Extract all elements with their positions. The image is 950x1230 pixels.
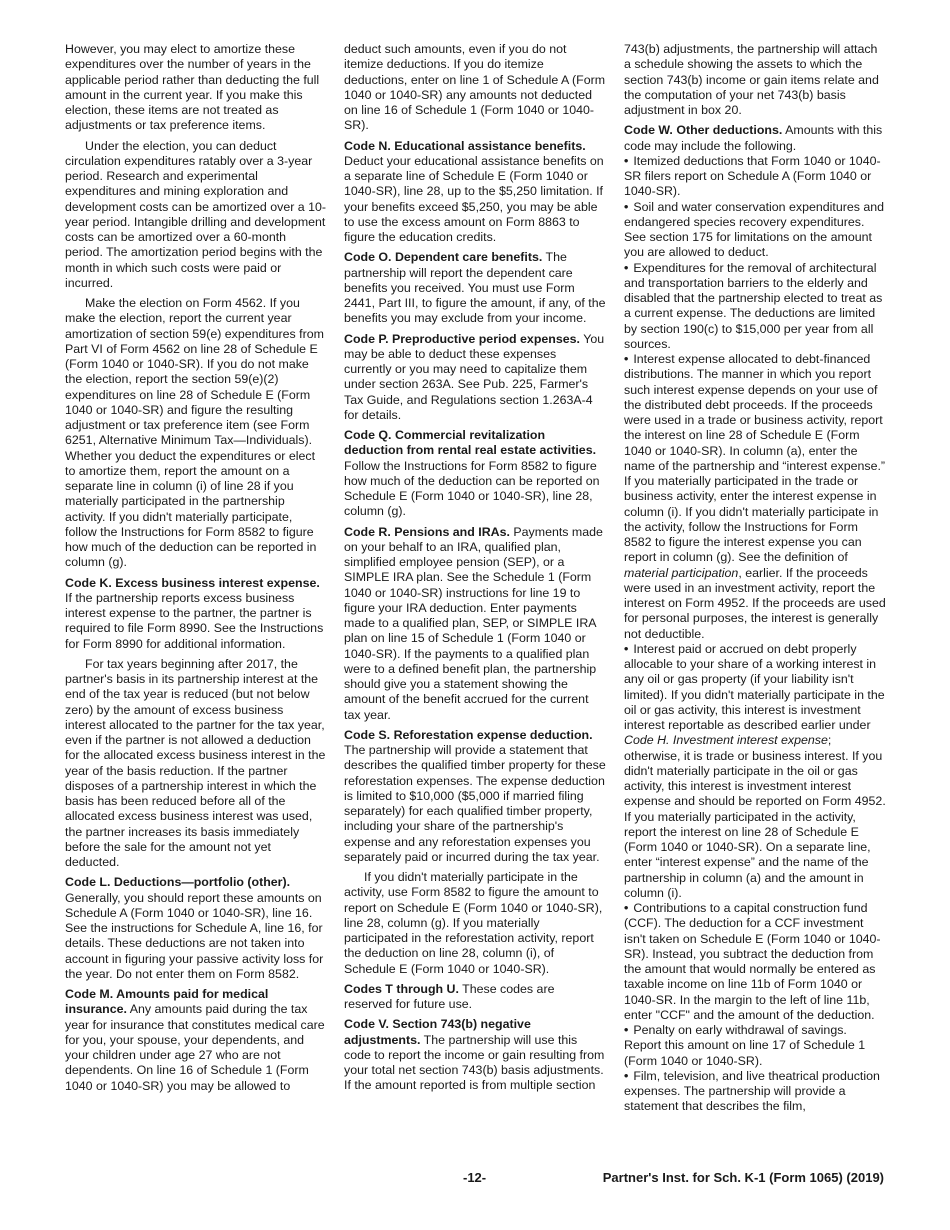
bullet-item: [624, 1023, 886, 1069]
code-v-section: [344, 1017, 606, 1093]
code-q-heading: Code Q. Commercial revitalization deduction from rental real estate activities.: [344, 428, 597, 458]
code-w-section: [624, 123, 886, 154]
code-o-heading: Code O. Dependent care benefits.: [344, 250, 543, 265]
code-s-heading: Code S. Reforestation expense deduction.: [344, 727, 593, 742]
code-v-text: The partnership will use this code to report the income or gain resulting from your total net section 743(b) basis adjustments. If the amount reported is from multiple section: [344, 1032, 605, 1093]
bullet-text-italic: Code H. Investment interest expense: [624, 733, 828, 748]
bullet-text-italic: material participation: [624, 565, 739, 580]
bullet-text: Contributions to a capital construction fund (CCF). The deduction for a CCF investment isn't taken on Schedule E (Form 1040 or 1040-SR). Instead, you subtract the deduction from the amount that would normally be entered as taxable income on line 11b of Form 1040 or 1040-SR. In the margin to the left of line 11b, enter "CCF" and the amount of the deduction.: [624, 901, 881, 1022]
code-r-section: [344, 525, 606, 723]
bullet-icon: •: [624, 641, 629, 656]
code-k-text: If the partnership reports excess business interest expense to the partner, the partner is required to file Form 8990. See the Instructions for Form 8990 for additional information.: [65, 590, 324, 651]
bullet-item: [624, 1069, 886, 1115]
bullet-text: , earlier. If the proceeds were used in an investment activity, report the interest on Form 4952. If the proceeds are used for personal purposes, the interest is generally not deductible.: [624, 565, 886, 641]
paragraph: However, you may elect to amortize these expenditures over the number of years in the applicable period rather than deducting the full amount in the current year. If you make this election, these items are not treated as adjustments or tax preference items.: [65, 42, 320, 133]
bullet-item: [624, 200, 886, 261]
code-n-text: Deduct your educational assistance benefits on a separate line of Schedule E (Form 1040 or 1040-SR), line 28, up to the $5,250 limitation. If your benefits exceed $5,250, you may be able to use the excess amount on Form 8863 to figure the education credits.: [344, 153, 604, 244]
bullet-icon: •: [624, 153, 629, 168]
bullet-text: Soil and water conservation expenditures and endangered species recovery expenditures. See section 175 for limitations on the amount you are allowed to deduct.: [624, 199, 885, 260]
paragraph: Under the election, you can deduct circulation expenditures ratably over a 3-year period. Research and experimental expenditures and mining exploration and development costs can be amortized over a 10-year period. Intangible drilling and development costs can be amortized over a 60-month period. The amortization period begins with the month in which such costs were paid or incurred.: [65, 138, 327, 290]
code-n-heading: Code N. Educational assistance benefits.: [344, 138, 586, 153]
bullet-icon: •: [624, 901, 629, 915]
code-q-text: Follow the Instructions for Form 8582 to figure how much of the deduction can be reported on Schedule E (Form 1040 or 1040-SR), line 28, column (g).: [344, 458, 600, 519]
code-w-text: Amounts with this code may include the following.: [624, 123, 883, 153]
paragraph: deduct such amounts, even if you do not itemize deductions. If you do itemize deductions, enter on line 1 of Schedule A (Form 1040 or 1040-SR) any amounts not deducted on line 16 of Schedule 1 (Form 1040 or 1040-SR).: [344, 42, 606, 133]
bullet-icon: •: [624, 1023, 629, 1037]
code-r-text: Payments made on your behalf to an IRA, qualified plan, simplified employee pension (SEP), or a SIMPLE IRA plan. See the Schedule 1 (Form 1040 or 1040-SR) instructions for line 19 to figure your IRA deduction. Enter payments made to a qualified plan, SEP, or SIMPLE IRA plan on line 15 of Schedule 1 (Form 1040 or 1040-SR). If the payments to a qualified plan were to a defined benefit plan, the partnership should give you a statement showing the amount of the benefit accrued for the current tax year.: [344, 524, 603, 722]
code-s-section: [344, 728, 606, 865]
code-m-section: [65, 987, 327, 1094]
bullet-icon: •: [624, 199, 629, 214]
bullet-text: Itemized deductions that Form 1040 or 1040-SR filers report on Schedule A (Form 1040 or 1040-SR).: [624, 153, 881, 199]
document-title: Partner's Inst. for Sch. K-1 (Form 1065) (2019): [602, 1170, 884, 1185]
code-p-text: You may be able to deduct these expenses currently or you may need to capitalize them under section 263A. See Pub. 225, Farmer's Tax Guide, and Regulations section 1.263A-4 for details.: [344, 331, 605, 422]
code-k-section: [65, 576, 327, 652]
page-number: -12-: [463, 1170, 487, 1185]
code-l-section: [65, 875, 327, 982]
paragraph: For tax years beginning after 2017, the partner's basis in its partnership interest at the end of the tax year is reduced (but not below zero) by the amount of excess business interest allocated to the partner for the tax year, even if the partner is not allowed a deduction for the allocated excess business interest in the year of the basis reduction. If the partner disposes of a partnership interest in which the basis has been reduced before all of the allocated excess business interest was used, the partner increases its basis immediately before the sale for the amount not yet deducted.: [65, 656, 326, 869]
bullet-item: [624, 642, 886, 901]
bullet-item: [624, 352, 886, 642]
bullet-item: [624, 901, 886, 1023]
code-p-section: [344, 332, 606, 424]
code-n-section: [344, 139, 606, 246]
code-w-heading: Code W. Other deductions.: [624, 123, 783, 138]
code-v-heading: Code V. Section 743(b) negative adjustments.: [344, 1017, 531, 1047]
bullet-item: [624, 154, 886, 200]
bullet-text: Expenditures for the removal of architectural and transportation barriers to the elderly and disabled that the partnership elected to treat as a current expense. The deductions are limited by section 190(c) to $15,000 per year from all sources.: [624, 260, 883, 351]
bullet-icon: •: [624, 260, 629, 275]
code-t-u-text: These codes are reserved for future use.: [344, 981, 555, 1011]
code-l-heading: Code L. Deductions—portfolio (other).: [65, 875, 291, 890]
bullet-text: Interest paid or accrued on debt properly allocable to your share of a working interest in any oil or gas property (if your liability isn't limited). If you didn't materially participate in the oil or gas activity, this interest is investment interest reportable as described earlier under: [624, 641, 885, 732]
bullet-text: Film, television, and live theatrical production expenses. The partnership will provide a statement that describes the film,: [624, 1068, 880, 1114]
code-l-text: Generally, you should report these amounts on Schedule A (Form 1040 or 1040-SR), line 16. See the instructions for Schedule A, line 16, for details. These deductions are not taken into account in figuring your passive activity loss for the year. Do not enter them on Form 8582.: [65, 890, 324, 981]
code-r-heading: Code R. Pensions and IRAs.: [344, 524, 510, 539]
paragraph: 743(b) adjustments, the partnership will attach a schedule showing the assets to which the section 743(b) income or gain items relate and the computation of your net 743(b) basis adjustment in box 20.: [624, 42, 879, 117]
code-o-text: The partnership will report the dependent care benefits you received. You must use Form 2441, Part III, to figure the amount, if any, of the benefits you may exclude from your income.: [344, 250, 606, 326]
code-s-text: The partnership will provide a statement that describes the qualified timber property for these reforestation expenses. The expense deduction is limited to $10,000 ($5,000 if married filing separately) for each qualified timber property, including your share of the partnership's expense and any reforestation expenses you separately paid or incurred during the tax year.: [344, 743, 606, 864]
column-2: [344, 42, 606, 1099]
code-p-heading: Code P. Preproductive period expenses.: [344, 331, 580, 346]
paragraph: Make the election on Form 4562. If you make the election, report the current year amortization of section 59(e) expenditures from Part VI of Form 4562 on line 28 of Schedule E (Form 1040 or 1040-SR). If you do not make the election, report the section 59(e)(2) expenditures on line 28 of Schedule E (Form 1040 or 1040-SR) and figure the resulting adjustment or tax preference item (see Form 6251, Alternative Minimum Tax—Individuals). Whether you deduct the expenditures or elect to amortize them, report the amount on a separate line in column (i) of line 28 if you materially participated in the partnership activity. If you didn't materially participate, follow the Instructions for Form 8582 to figure how much of the deduction can be reported in column (g).: [65, 296, 324, 570]
code-t-u-section: [344, 982, 606, 1013]
code-m-text: Any amounts paid during the tax year for insurance that constitutes medical care for you, your spouse, your dependents, and your children under age 27 who are not dependents. On line 16 of Schedule 1 (Form 1040 or 1040-SR) you may be allowed to: [65, 1002, 325, 1093]
code-k-heading: Code K. Excess business interest expense.: [65, 575, 320, 590]
bullet-text: Penalty on early withdrawal of savings. Report this amount on line 17 of Schedule 1 (Form 1040 or 1040-SR).: [624, 1023, 866, 1068]
code-t-u-heading: Codes T through U.: [344, 981, 459, 996]
bullet-item: [624, 261, 886, 353]
column-3: [624, 42, 886, 1115]
code-q-section: [344, 428, 606, 520]
bullet-text: ; otherwise, it is trade or business interest. If you didn't materially participate in the oil or gas activity, this interest is investment interest expense and should be reported on Form 4952. If you materially participated in the activity, report the interest on line 28 of Schedule E (Form 1040 or 1040-SR). On a separate line, enter “interest expense” and the name of the partnership in column (a) and the amount in column (i).: [624, 733, 886, 900]
bullet-icon: •: [624, 1068, 629, 1083]
paragraph: If you didn't materially participate in the activity, use Form 8582 to figure the amount to report on Schedule E (Form 1040 or 1040-SR), line 28, column (g). If you materially participated in the reforestation activity, report the deduction on line 28, column (i), of Schedule E (Form 1040 or 1040-SR).: [344, 870, 603, 976]
bullet-text: Interest expense allocated to debt-financed distributions. The manner in which you report such interest expense depends on your use of the distributed debt proceeds. If the proceeds were used in a trade or business activity, report the interest on line 28 of Schedule E (Form 1040 or 1040-SR). In column (a), enter the name of the partnership and “interest expense.” If you materially participated in the trade or business activity, enter the interest expense in column (i). If you didn't materially participate in the activity, follow the Instructions for Form 8582 to figure the interest expense you can report in column (g). See the definition of: [624, 352, 886, 565]
column-1: [65, 42, 327, 1099]
code-m-heading: Code M. Amounts paid for medical insurance.: [65, 987, 269, 1017]
code-o-section: [344, 250, 606, 326]
bullet-icon: •: [624, 352, 629, 366]
